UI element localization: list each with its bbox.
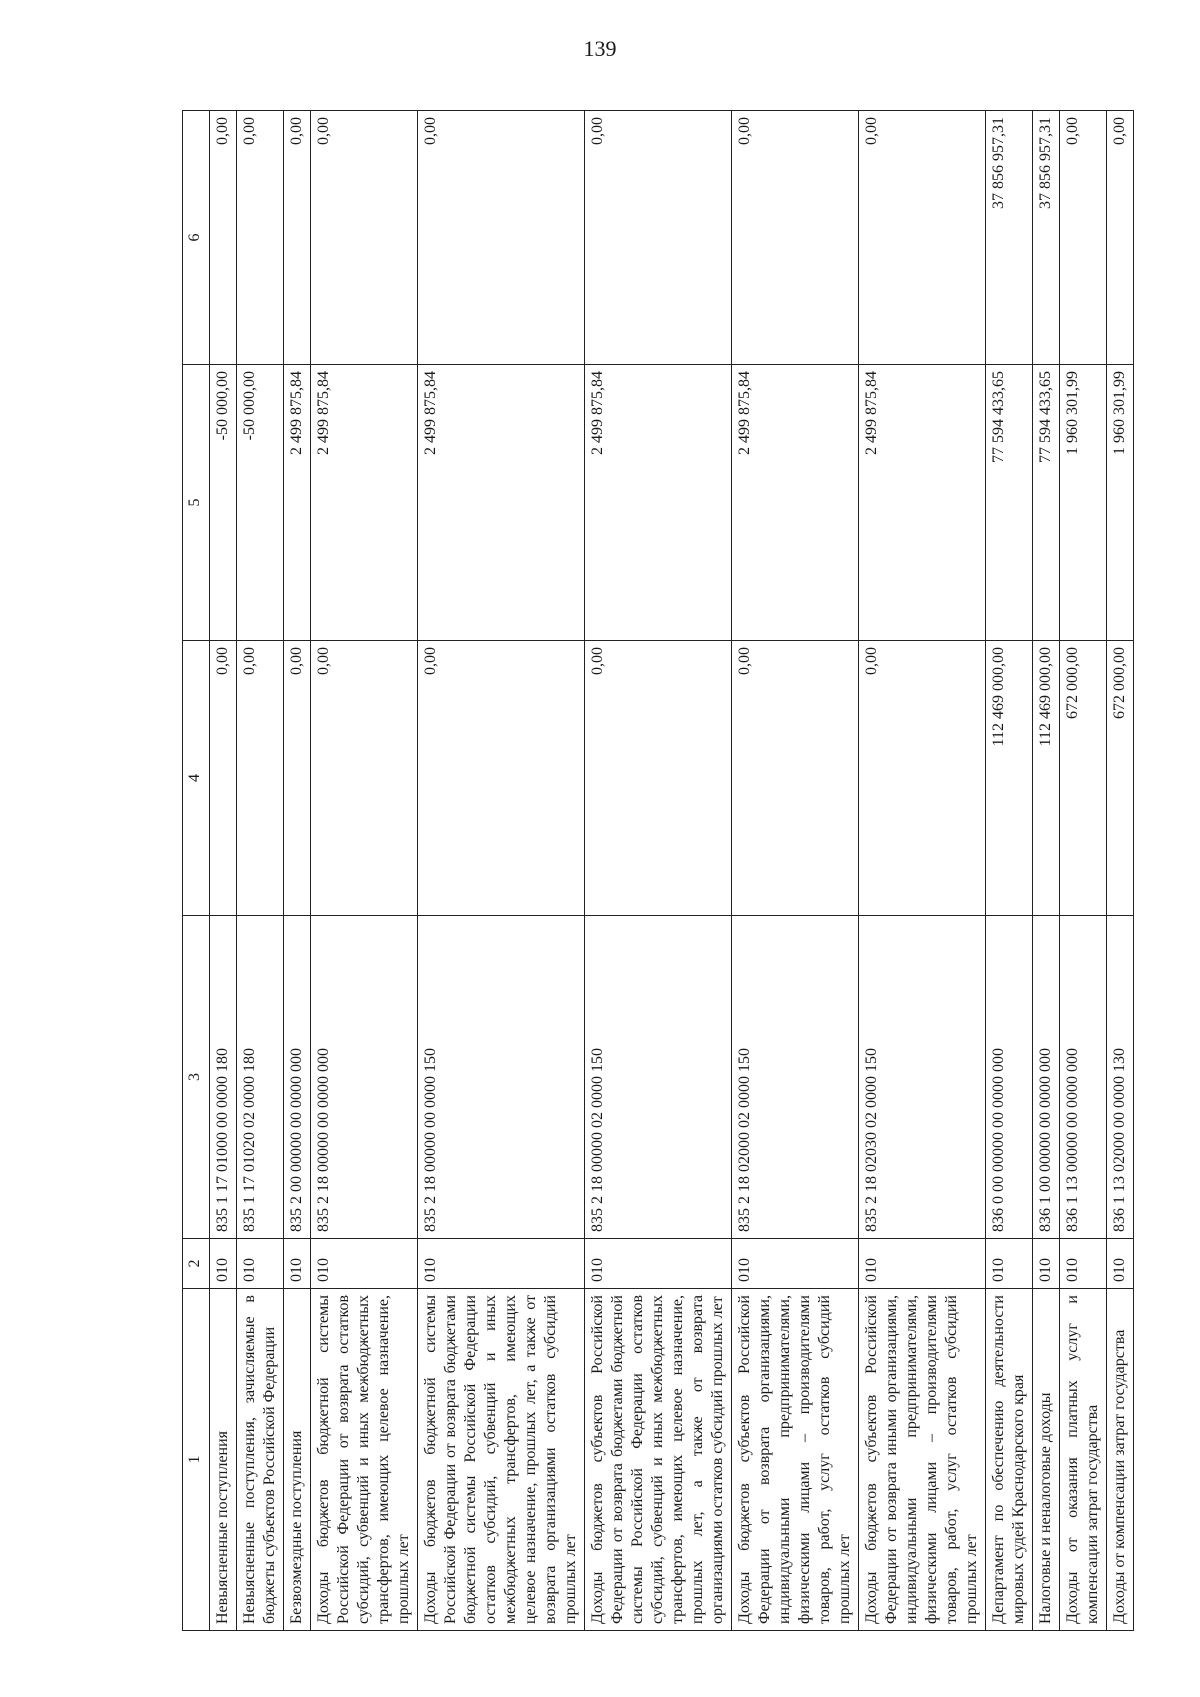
- row-code-cell: 010: [210, 1239, 237, 1289]
- row-col6-cell: 0,00: [237, 111, 284, 365]
- row-col5-cell: 2 499 875,84: [585, 365, 732, 641]
- row-col4-cell: 672 000,00: [1060, 641, 1107, 916]
- row-kbk-cell: 835 2 18 00000 00 0000 000: [311, 916, 418, 1239]
- row-kbk-cell: 835 2 00 00000 00 0000 000: [284, 916, 311, 1239]
- row-kbk-cell: 835 2 18 02030 02 0000 150: [859, 916, 986, 1239]
- row-kbk-cell: 836 1 13 02000 00 0000 130: [1107, 916, 1134, 1239]
- table-header-row: [183, 111, 210, 1631]
- row-kbk-cell: 835 1 17 01020 02 0000 180: [237, 916, 284, 1239]
- row-name-cell: Департамент по обеспечению деятельности мировых судей Краснодарского края: [986, 1289, 1033, 1631]
- row-col5-cell: -50 000,00: [210, 365, 237, 641]
- row-col4-cell: 0,00: [418, 641, 585, 916]
- row-code-cell: 010: [986, 1239, 1033, 1289]
- header-col-2: 2: [183, 1239, 210, 1289]
- row-name-cell: Доходы от оказания платных услуг и компенсации затрат государства: [1060, 1289, 1107, 1631]
- row-name-cell: Безвозмездные поступления: [284, 1289, 311, 1631]
- row-col6-cell: 0,00: [311, 111, 418, 365]
- row-col5-cell: 77 594 433,65: [986, 365, 1033, 641]
- row-name-cell: Невыясненные поступления: [210, 1289, 237, 1631]
- row-code-cell: 010: [1107, 1239, 1134, 1289]
- row-col6-cell: 0,00: [1107, 111, 1134, 365]
- row-col4-cell: 0,00: [284, 641, 311, 916]
- table-row: [859, 111, 986, 1631]
- row-col4-cell: 0,00: [732, 641, 859, 916]
- row-kbk-cell: 836 1 00 00000 00 0000 000: [1033, 916, 1060, 1239]
- row-col4-cell: 0,00: [237, 641, 284, 916]
- row-code-cell: 010: [1033, 1239, 1060, 1289]
- table-row: [1033, 111, 1060, 1631]
- header-col-4: 4: [183, 641, 210, 916]
- table-row: [986, 111, 1033, 1631]
- header-col-3: 3: [183, 916, 210, 1239]
- row-name-cell: Доходы бюджетов бюджетной системы Российской Федерации от возврата бюджетами бюджетной системы Российской Федерации остатков субсидий, субвенций и иных межбюджетных трансфертов, имеющих целевое назначение, прошлых лет, а также от возврата организациями остатков субсидий прошлых лет: [418, 1289, 585, 1631]
- row-col5-cell: 1 960 301,99: [1107, 365, 1134, 641]
- row-col6-cell: 0,00: [418, 111, 585, 365]
- table-row: [585, 111, 732, 1631]
- row-col5-cell: 2 499 875,84: [418, 365, 585, 641]
- row-col4-cell: 672 000,00: [1107, 641, 1134, 916]
- row-name-cell: Невыясненные поступления, зачисляемые в бюджеты субъектов Российской Федерации: [237, 1289, 284, 1631]
- row-code-cell: 010: [585, 1239, 732, 1289]
- row-name-cell: Налоговые и неналоговые доходы: [1033, 1289, 1060, 1631]
- table-row: [418, 111, 585, 1631]
- row-col5-cell: 2 499 875,84: [311, 365, 418, 641]
- table-row: [237, 111, 284, 1631]
- row-col5-cell: 77 594 433,65: [1033, 365, 1060, 641]
- table-row: [732, 111, 859, 1631]
- row-kbk-cell: 836 1 13 00000 00 0000 000: [1060, 916, 1107, 1239]
- rotated-table-wrapper: [182, 111, 1128, 1631]
- row-col6-cell: 0,00: [859, 111, 986, 365]
- row-col4-cell: 0,00: [311, 641, 418, 916]
- row-col5-cell: 2 499 875,84: [732, 365, 859, 641]
- row-col6-cell: 0,00: [585, 111, 732, 365]
- row-kbk-cell: 835 2 18 00000 02 0000 150: [585, 916, 732, 1239]
- row-name-cell: Доходы бюджетов субъектов Российской Федерации от возврата иными организациями, индивидуальными предпринимателями, физическими лицами – производителями товаров, работ, услуг остатков субсидий прошлых лет: [859, 1289, 986, 1631]
- row-name-cell: Доходы от компенсации затрат государства: [1107, 1289, 1134, 1631]
- budget-table: [182, 110, 1134, 1631]
- row-code-cell: 010: [237, 1239, 284, 1289]
- table-row: [1107, 111, 1134, 1631]
- row-col4-cell: 0,00: [210, 641, 237, 916]
- row-col6-cell: 0,00: [732, 111, 859, 365]
- row-col5-cell: 2 499 875,84: [284, 365, 311, 641]
- row-kbk-cell: 835 1 17 01000 00 0000 180: [210, 916, 237, 1239]
- row-col6-cell: 0,00: [210, 111, 237, 365]
- table-row: [284, 111, 311, 1631]
- row-col6-cell: 37 856 957,31: [1033, 111, 1060, 365]
- row-col5-cell: 2 499 875,84: [859, 365, 986, 641]
- table-row: [1060, 111, 1107, 1631]
- row-col5-cell: 1 960 301,99: [1060, 365, 1107, 641]
- row-code-cell: 010: [418, 1239, 585, 1289]
- row-col4-cell: 0,00: [859, 641, 986, 916]
- row-kbk-cell: 835 2 18 02000 02 0000 150: [732, 916, 859, 1239]
- row-code-cell: 010: [732, 1239, 859, 1289]
- header-col-1: 1: [183, 1289, 210, 1631]
- table-row: [311, 111, 418, 1631]
- page-number: 139: [583, 36, 617, 61]
- row-col6-cell: 37 856 957,31: [986, 111, 1033, 365]
- row-code-cell: 010: [859, 1239, 986, 1289]
- row-code-cell: 010: [1060, 1239, 1107, 1289]
- row-col6-cell: 0,00: [284, 111, 311, 365]
- row-code-cell: 010: [284, 1239, 311, 1289]
- row-kbk-cell: 836 0 00 00000 00 0000 000: [986, 916, 1033, 1239]
- row-col5-cell: -50 000,00: [237, 365, 284, 641]
- row-name-cell: Доходы бюджетов субъектов Российской Федерации от возврата бюджетами бюджетной системы Российской Федерации остатков субсидий, субвенций и иных межбюджетных трансфертов, имеющих целевое назначение, прошлых лет, а также от возврата организациями остатков субсидий прошлых лет: [585, 1289, 732, 1631]
- row-kbk-cell: 835 2 18 00000 00 0000 150: [418, 916, 585, 1239]
- header-col-6: 6: [183, 111, 210, 365]
- row-name-cell: Доходы бюджетов бюджетной системы Российской Федерации от возврата остатков субсидий, субвенций и иных межбюджетных трансфертов, имеющих целевое назначение, прошлых лет: [311, 1289, 418, 1631]
- row-name-cell: Доходы бюджетов субъектов Российской Федерации от возврата организациями, индивидуальными предпринимателями, физическими лицами – производителями товаров, работ, услуг остатков субсидий прошлых лет: [732, 1289, 859, 1631]
- table-row: [210, 111, 237, 1631]
- row-col4-cell: 0,00: [585, 641, 732, 916]
- row-code-cell: 010: [311, 1239, 418, 1289]
- row-col4-cell: 112 469 000,00: [986, 641, 1033, 916]
- row-col6-cell: 0,00: [1060, 111, 1107, 365]
- header-col-5: 5: [183, 365, 210, 641]
- row-col4-cell: 112 469 000,00: [1033, 641, 1060, 916]
